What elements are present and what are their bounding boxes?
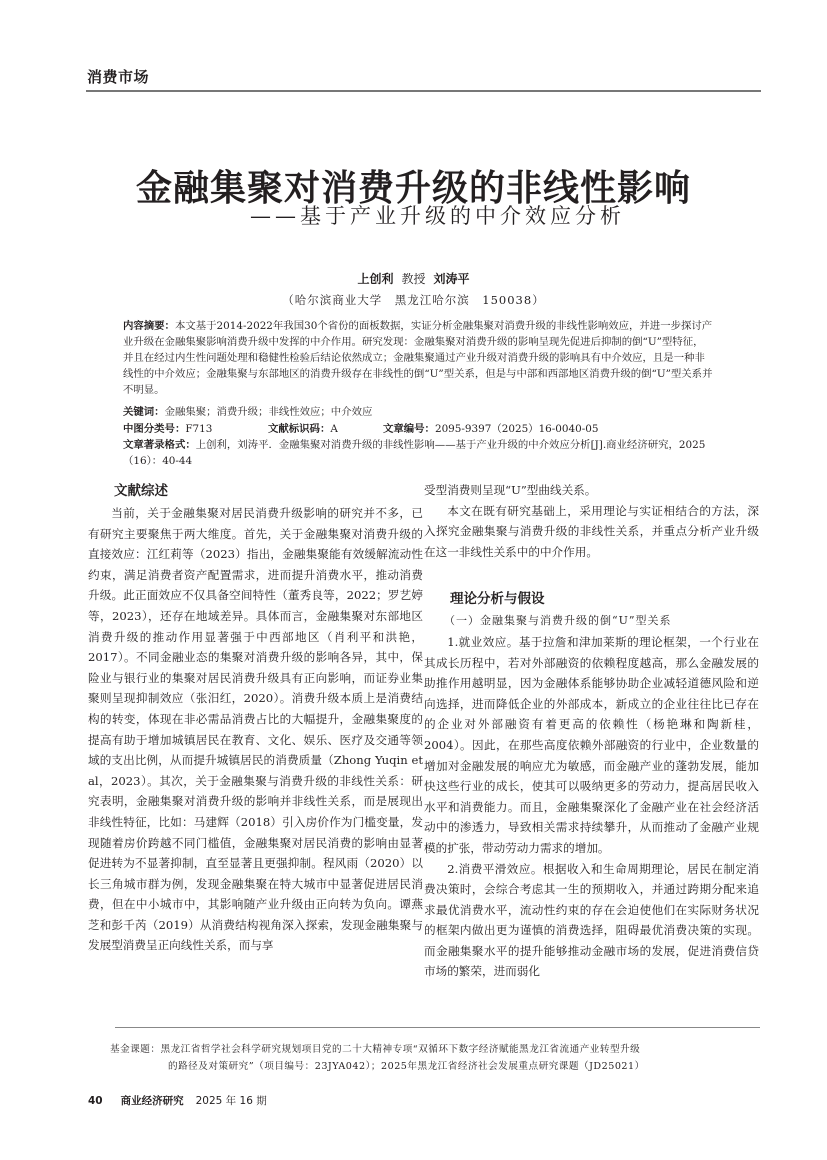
abstract-text: 本文基于2014-2022年我国30个省份的面板数据，实证分析金融集聚对消费升级的非线性影响效应，并进一步探讨产业升级在金融集聚影响消费升级中发挥的中介作用。研究发现：金融集聚对消费升级的影响呈现先促进后抑制的倒“U”型特征，并且在经过内生性问题处理和稳健性检验后结论依然成立；金融集聚通过产业升级对消费升级的影响具有中介效应，且是一种非线性的中介效应；金融集聚与东部地区的消费升级存在非线性的倒“U”型关系，但是与中部和西部地区消费升级的倒“U”型关系并不明显。 [123, 320, 713, 396]
cite-label: 文章著录格式： [123, 439, 196, 451]
classification-row [123, 421, 723, 437]
doccode-value: A [330, 423, 338, 435]
issue: 2025 年 16 期 [195, 1095, 267, 1107]
paragraph: 1.就业效应。基于拉詹和津加莱斯的理论框架，一个行业在其成长历程中，若对外部融资的依赖程度越高，那么金融发展的助推作用越明显，因为金融体系能够协助企业减轻道德风险和逆向选择，进而降低企业的外部成本，新成立的企业往往比已存在的企业对外部融资有着更高的依赖性（杨艳琳和陶新桂，2004）。因此，在那些高度依赖外部融资的行业中，企业数量的增加对金融发展的响应尤为敏感，而金融产业的蓬勃发展，能加快这些行业的成长，使其可以吸纳更多的劳动力，提高居民收入水平和消费能力。而且，金融集聚深化了金融产业在社会经济活动中的渗透力，导致相关需求持续攀升，从而推动了金融产业规模的扩张，带动劳动力需求的增加。 [424, 634, 759, 855]
subsection-heading: （一）金融集聚与消费升级的倒“U”型关系 [444, 614, 672, 628]
author-1-role: 教授 [401, 272, 426, 286]
doccode-label: 文献标识码： [268, 423, 331, 435]
fund-line-2: 的路径及对策研究”（项目编号：23JYA042）；2025年黑龙江省经济社会发展重点研究课题（JD25021） [168, 1061, 645, 1072]
author-2: 刘涛平 [433, 272, 470, 286]
paragraph: 本文在既有研究基础上，采用理论与实证相结合的方法，深入探究金融集聚与消费升级的非线性关系，并重点分析产业升级在这一非线性关系中的中介作用。 [424, 503, 759, 559]
section-heading-literature: 文献综述 [114, 483, 168, 499]
article-no-value: 2095-9397（2025）16-0040-05 [434, 423, 599, 435]
authors [0, 270, 827, 287]
header-rule [86, 90, 761, 92]
abstract-label: 内容摘要： [123, 320, 175, 332]
left-column [88, 480, 423, 956]
spacer [424, 562, 759, 588]
page-number: 40 [88, 1095, 103, 1107]
fund-line-1: 基金课题：黑龙江省哲学社会科学研究规划项目党的二十大精神专项“双循环下数字经济赋能黑龙江省流通产业转型升级 [110, 1044, 641, 1055]
article-title: 金融集聚对消费升级的非线性影响 [135, 168, 691, 209]
author-1: 上创利 [357, 272, 394, 286]
fund-note [110, 1041, 730, 1075]
paragraph: 受型消费则呈现“U”型曲线关系。 [424, 483, 597, 497]
cite-text: 上创利，刘涛平．金融集聚对消费升级的非线性影响——基于产业升级的中介效应分析[J].商业经济研究，2025（16）：40-44 [123, 439, 706, 467]
clc-value: F713 [185, 423, 213, 435]
journal-name: 商业经济研究 [120, 1095, 184, 1107]
affiliation: （哈尔滨商业大学 黑龙江哈尔滨 150038） [282, 293, 545, 307]
paragraph: 当前，关于金融集聚对居民消费升级影响的研究并不多，已有研究主要聚焦于两大维度。首先，关于金融集聚对消费升级的直接效应：江红莉等（2023）指出，金融集聚能有效缓解流动性约束，满足消费者资产配置需求，进而提升消费水平，推动消费升级。此正面效应不仅具备空间特性（董秀良等，2022；罗艺婷等，2023），还存在地域差异。具体而言，金融集聚对东部地区消费升级的推动作用显著强于中西部地区（肖利平和洪艳，2017）。不同金融业态的集聚对消费升级的影响各异，其中，保险业与银行业的集聚对居民消费升级具有正向影响，而证券业集聚则呈现抑制效应（张汨红，2020）。消费升级本质上是消费结构的转变，体现在非必需品消费占比的大幅提升，金融集聚度的提高有助于增加城镇居民在教育、文化、娱乐、医疗及交通等领域的支出比例，从而提升城镇居民的消费质量（Zhong Yuqin et al，2023）。其次，关于金融集聚与消费升级的非线性关系：研究表明，金融集聚对消费升级的影响并非线性关系，而是展现出非线性特征，比如：马建辉（2018）引入房价作为门槛变量，发现随着房价跨越不同门槛值，金融集聚对居民消费的影响由显著促进转为不显著抑制，直至显著且更强抑制。程风雨（2020）以长三角城市群为例，发现金融集聚在特大城市中显著促进居民消费，但在中小城市中，其影响随产业升级由正向转为负向。谭燕芝和彭千芮（2019）从消费结构视角深入探索，发现金融集聚与发展型消费呈正向线性关系，而与享 [88, 506, 423, 953]
paragraph: 2.消费平滑效应。根据收入和生命周期理论，居民在制定消费决策时，会综合考虑其一生的预期收入，并通过跨期分配来追求最优消费水平，流动性约束的存在会迫使他们在实际财务状况的框架内做出更为谨慎的消费选择，阻碍最优消费决策的实现。而金融集聚水平的提升能够推动金融市场的发展，促进消费信贷市场的繁荣，进而弱化 [424, 861, 759, 979]
keywords [123, 404, 713, 420]
right-column [424, 480, 759, 982]
section-tag: 消费市场 [87, 68, 150, 86]
abstract [123, 318, 713, 398]
article-no-label: 文章编号： [383, 423, 435, 435]
keywords-text: 金融集聚；消费升级；非线性效应；中介效应 [164, 406, 373, 418]
footnote-rule [115, 1027, 760, 1028]
section-heading-theory: 理论分析与假设 [450, 591, 545, 608]
keywords-label: 关键词： [123, 406, 165, 418]
page-footer [88, 1093, 267, 1108]
clc-label: 中图分类号： [123, 423, 186, 435]
article-subtitle: ——基于产业升级的中介效应分析 [250, 204, 625, 228]
citation-format [123, 437, 713, 469]
